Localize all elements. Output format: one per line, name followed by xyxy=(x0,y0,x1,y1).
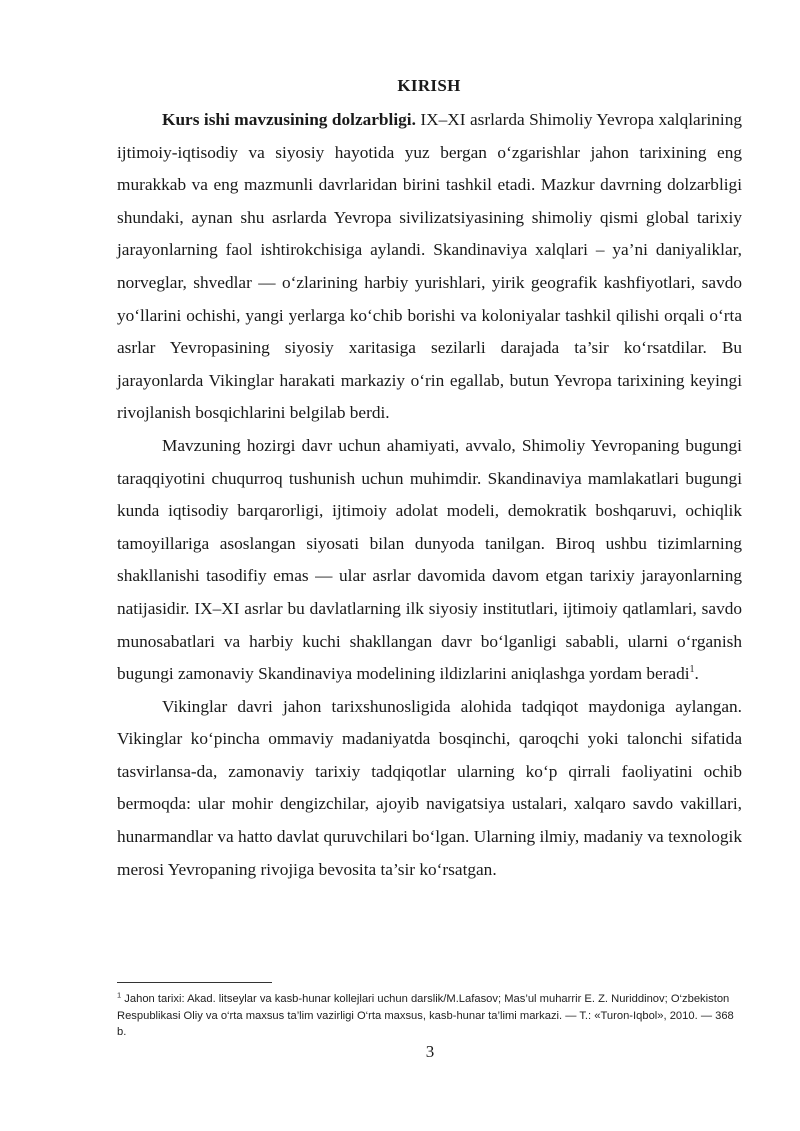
paragraph-text: Mavzuning hozirgi davr uchun ahamiyati, avvalo, Shimoliy Yevropaning bugungi taraqqiyotini chuqurroq tushunish uchun muhimdir. Skandinaviya mamlakatlari bugungi kunda iqtisodiy barqarorligi, ijtimoiy adolat modeli, demokratik boshqaruvi, ochiqlik tamoyillariga asoslangan siyosati bilan dunyoda tanilgan. Biroq ushbu tizimlarning shakllanishi tasodifiy emas — ular asrlar davomida davom etgan tarixiy jarayonlarning natijasidir. IX–XI asrlar bu davlatlarning ilk siyosiy institutlari, ijtimoiy qatlamlari, savdo munosabatlari va harbiy kuchi shakllangan davr bo‘lganligi sababli, ularni o‘rganish bugungi zamonaviy Skandinaviya modelining ildizlarini aniqlashga yordam beradi xyxy=(117,435,742,684)
section-heading: KIRISH xyxy=(397,76,461,95)
paragraph-text: IX–XI asrlarda Shimoliy Yevropa xalqlarining ijtimoiy-iqtisodiy va siyosiy hayotida yuz bergan o‘zgarishlar jahon tarixining eng murakkab va eng mazmunli davrlaridan birini tashkil etadi. Mazkur davrning dolzarbligi shundaki, aynan shu asrlarda Yevropa sivilizatsiyasining shimoliy qismi global tarixiy jarayonlarning faol ishtirokchisiga aylandi. Skandinaviya xalqlari – ya’ni daniyaliklar, norveglar, shvedlar — o‘zlarining harbiy yurishlari, yirik geografik kashfiyotlari, savdo yo‘llarini ochishi, yangi yerlarga ko‘chib borishi va koloniyalar tashkil qilishi orqali o‘rta asrlar Yevropasining siyosiy xaritasiga sezilarli darajada ta’sir ko‘rsatdilar. Bu jarayonlarda Vikinglar harakati markaziy o‘rin egallab, butun Yevropa tarixining keyingi rivojlanish bosqichlarini belgilab berdi. xyxy=(117,110,743,423)
paragraph-lead: Kurs ishi mavzusining dolzarbligi. xyxy=(162,110,416,129)
paragraph-tail: . xyxy=(694,664,699,684)
body-text xyxy=(117,104,742,886)
page-number: 3 xyxy=(425,1042,435,1061)
paragraph-vikings xyxy=(117,691,742,887)
paragraph-relevance xyxy=(117,104,742,430)
footnote-separator xyxy=(117,982,272,983)
footnote-text: Jahon tarixi: Akad. litseylar va kasb-hunar kollejlari uchun darslik/M.Lafasov; Mas’ul muharrir E. Z. Nuriddinov; O‘zbekiston Respublikasi Oliy va o‘rta maxsus ta’lim vazirligi O‘rta maxsus, kasb-hunar ta’limi markazi. — T.: «Turon-Iqbol», 2010. — 368 b. xyxy=(117,993,734,1038)
footnote xyxy=(117,991,742,1041)
paragraph-text: Vikinglar davri jahon tarixshunosligida alohida tadqiqot maydoniga aylangan. Vikinglar ko‘pincha ommaviy madaniyatda bosqinchi, qaroqchi yoki talonchi sifatida tasvirlansa-da, zamonaviy tarixiy tadqiqotlar ularning ko‘p qirrali faoliyatini ochib bermoqda: ular mohir dengizchilar, ajoyib navigatsiya ustalari, xalqaro savdo vakillari, hunarmandlar va hatto davlat quruvchilari bo‘lgan. Ularning ilmiy, madaniy va texnologik merosi Yevropaning rivojiga bevosita ta’sir ko‘rsatgan. xyxy=(117,696,742,879)
footnote-reference[interactable]: 1 xyxy=(689,664,695,676)
paragraph-importance xyxy=(117,430,742,691)
footnote-number: 1 xyxy=(117,990,122,1000)
